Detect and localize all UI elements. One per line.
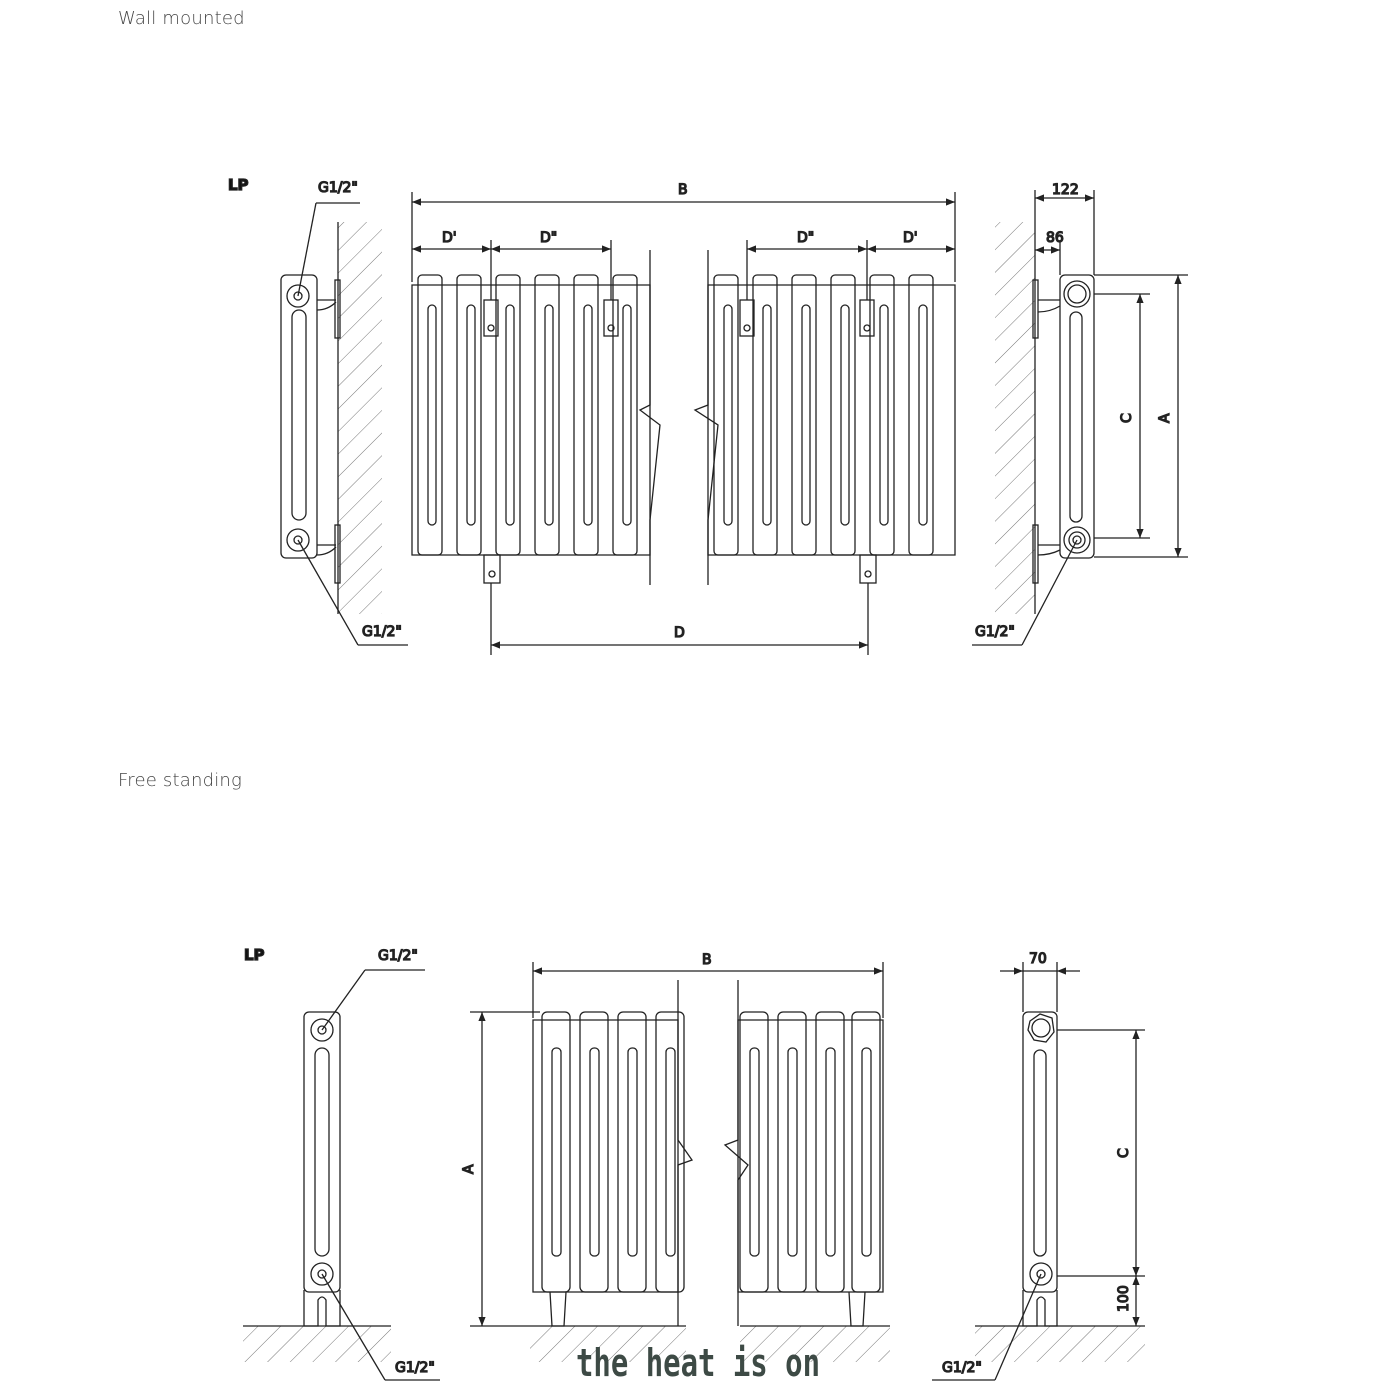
free-side-view-right bbox=[932, 962, 1145, 1380]
free-model-label: LP bbox=[244, 946, 265, 964]
wall-dim-A: A bbox=[1157, 413, 1173, 423]
free-front-view-left bbox=[470, 980, 692, 1362]
wall-dim-C: C bbox=[1119, 413, 1135, 423]
wall-side-view-left bbox=[281, 203, 408, 645]
free-dim-foot: 100 bbox=[1116, 1285, 1132, 1312]
wall-section-title: Wall mounted bbox=[118, 8, 245, 29]
wall-dim-D: D bbox=[674, 625, 685, 641]
free-dim-C: C bbox=[1116, 1148, 1132, 1158]
wall-front-view-right bbox=[695, 250, 955, 585]
wall-dim-B: B bbox=[678, 182, 688, 198]
free-left-connection-bottom: G1/2" bbox=[395, 1360, 435, 1376]
free-dim-A: A bbox=[461, 1164, 477, 1174]
free-front-view-right bbox=[725, 980, 890, 1362]
free-right-connection: G1/2" bbox=[942, 1360, 982, 1376]
wall-right-connection: G1/2" bbox=[975, 624, 1015, 640]
wall-front-view-left bbox=[412, 250, 660, 585]
free-section-title: Free standing bbox=[118, 770, 243, 791]
brand-logo: the heat is on bbox=[576, 1341, 820, 1385]
wall-left-connection-top: G1/2" bbox=[318, 180, 358, 196]
free-left-connection-top: G1/2" bbox=[378, 948, 418, 964]
wall-dim-D2-left: D" bbox=[540, 230, 558, 246]
wall-dim-D1-right: D' bbox=[903, 230, 918, 246]
free-dim-B: B bbox=[702, 952, 712, 968]
wall-dim-D1-left: D' bbox=[442, 230, 457, 246]
free-dimension-lines bbox=[470, 962, 883, 1326]
wall-model-label: LP bbox=[228, 176, 249, 194]
wall-dim-depth-total: 122 bbox=[1052, 182, 1079, 198]
free-dim-depth: 70 bbox=[1029, 951, 1047, 967]
wall-dim-depth-inner: 86 bbox=[1046, 230, 1064, 246]
free-side-view-left bbox=[243, 970, 440, 1380]
wall-dimension-lines bbox=[412, 192, 955, 655]
wall-side-view-right bbox=[972, 190, 1188, 645]
wall-left-connection-bottom: G1/2" bbox=[362, 624, 402, 640]
wall-dim-D2-right: D" bbox=[797, 230, 815, 246]
